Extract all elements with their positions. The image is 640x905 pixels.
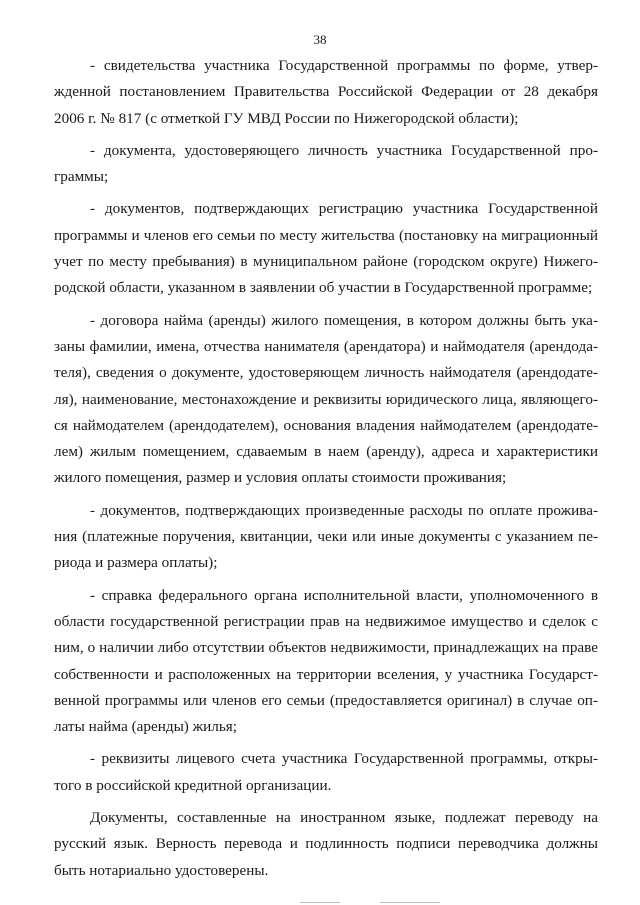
- paragraph-registration-documents: - документов, подтверждающих регистрацию участника Государственной программы и членов его семьи по месту жительства (постановку на миграционный учет по месту пребывания) в муниципальном районе (городском округе) Нижегородской области, указанном в заявлении об участии в Государственной программе;: [54, 200, 598, 297]
- page-number: 38: [313, 32, 327, 47]
- paragraph-property-certificate: - справка федерального органа исполнительной власти, уполномоченного в области государственной регистрации прав на недвижимое имущество и сделок с ним, о наличии либо отсутствии объектов недвижимости, принадлежащих на праве собственности и расположенных на территории вселения, у участника Государственной программы или членов его семьи (предоставляется оригинал) в случае оплаты найма (аренды) жилья;: [54, 586, 598, 736]
- paragraph-certificate: - свидетельства участника Государственной программы по форме, утвержденной постановлением Правительства Российской Федерации от 28 декабря 2006 г. № 817 (с отметкой ГУ МВД России по Нижегородской области);: [54, 57, 598, 127]
- paragraph-bank-account: - реквизиты лицевого счета участника Государственной программы, открытого в российской кредитной организации.: [54, 750, 598, 794]
- scan-edge-mark-right: [380, 902, 440, 903]
- scan-edge-mark-left: [300, 902, 340, 903]
- paragraph-identity-document: - документа, удостоверяющего личность участника Государственной программы;: [54, 141, 598, 186]
- paragraph-expense-documents: - документов, подтверждающих произведенные расходы по оплате проживания (платежные поручения, квитанции, чеки или иные документы с указанием периода и размера оплаты);: [54, 501, 598, 572]
- paragraph-translation-requirement: Документы, составленные на иностранном языке, подлежат переводу на русский язык. Верность перевода и подлинность подписи переводчика должны быть нотариально удостоверены.: [54, 809, 598, 879]
- document-body: [54, 53, 598, 884]
- paragraph-lease-agreement: - договора найма (аренды) жилого помещения, в котором должны быть указаны фамилии, имена, отчества нанимателя (арендатора) и наймодателя (арендодателя), сведения о документе, удостоверяющем личность наймодателя (арендодателя), наименование, местонахождение и реквизиты юридического лица, являющегося наймодателем (арендодателем), основания владения наймодателем (арендодателем) жилым помещением, сдаваемым в наем (аренду), адреса и характеристики жилого помещения, размер и условия оплаты стоимости проживания;: [54, 311, 598, 487]
